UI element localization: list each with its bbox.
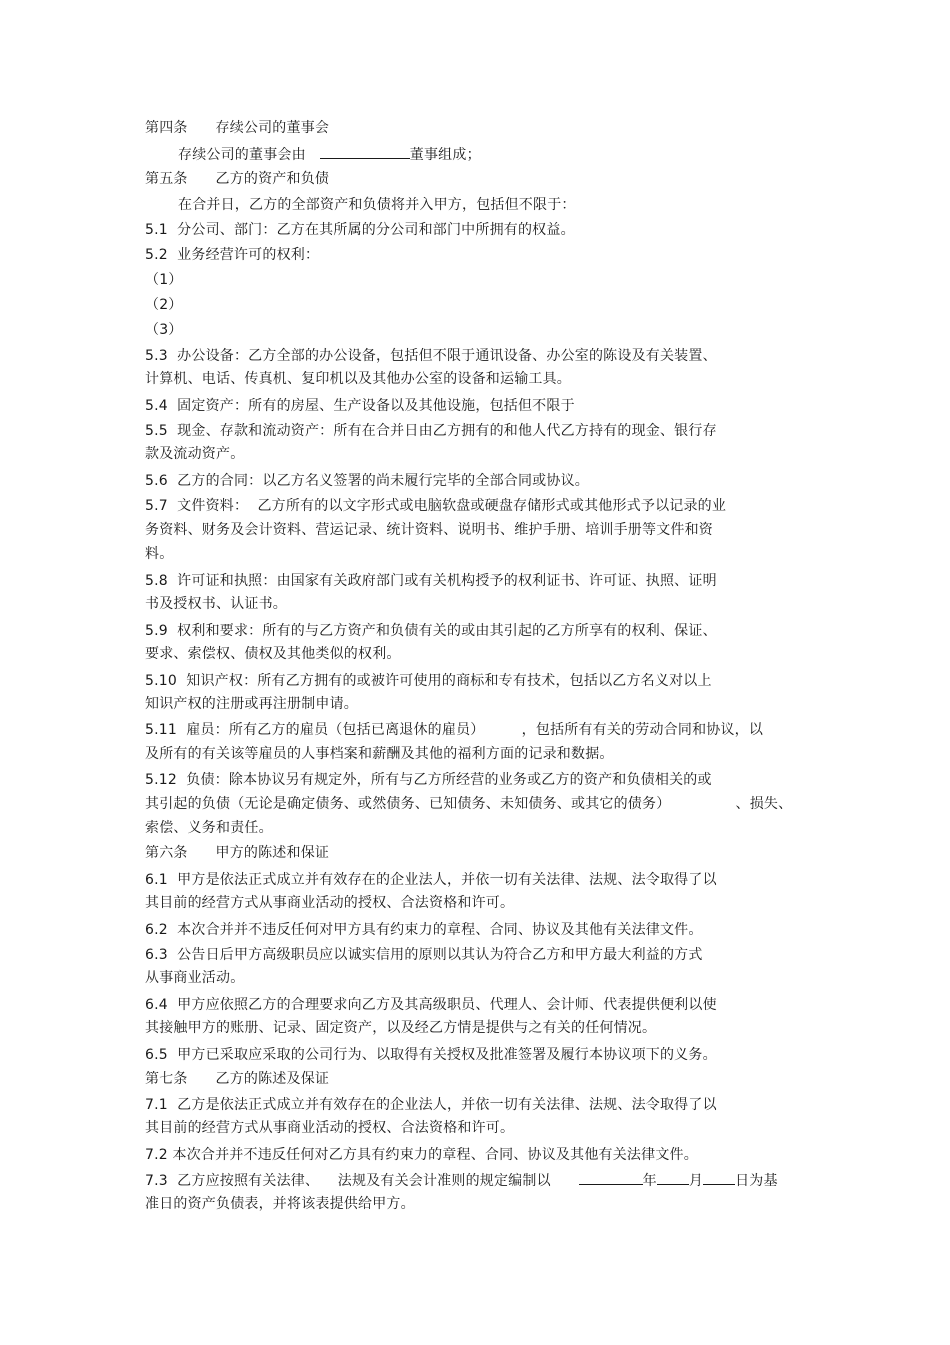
clause-5-7-line-3: 料。: [145, 546, 174, 562]
list-item-2: （2）: [145, 297, 183, 313]
clause-6-4-line-1: 6.4 甲方应依照乙方的合理要求向乙方及其高级职员、代理人、会计师、代表提供便利以使: [145, 997, 717, 1013]
list-item-3: （3）: [145, 322, 183, 338]
article-5-intro: 在合并日，乙方的全部资产和负债将并入甲方，包括但不限于：: [178, 197, 576, 213]
year-label: 年: [642, 1173, 657, 1189]
clause-6-1-line-1: 6.1 甲方是依法正式成立并有效存在的企业法人，并依一切有关法律、法规、法令取得了以: [145, 872, 717, 888]
clause-6-3-line-2: 从事商业活动。: [145, 970, 245, 986]
clause-5-2: 5.2 业务经营许可的权利：: [145, 247, 320, 263]
clause-5-12-line-1: 5.12 负债：除本协议另有规定外，所有与乙方所经营的业务或乙方的资产和负债相关的或: [145, 772, 712, 788]
board-prefix: 存续公司的董事会由: [178, 147, 306, 163]
clause-6-5: 6.5 甲方已采取应采取的公司行为、以取得有关授权及批准签署及履行本协议项下的义务。: [145, 1047, 717, 1063]
clause-5-9-line-1: 5.9 权利和要求：所有的与乙方资产和负债有关的或由其引起的乙方所享有的权利、保证、: [145, 623, 717, 639]
clause-5-3-line-1: 5.3 办公设备：乙方全部的办公设备，包括但不限于通讯设备、办公室的陈设及有关装置、: [145, 348, 717, 364]
clause-5-12-line-3: 索偿、义务和责任。: [145, 820, 273, 836]
clause-5-10-line-1: 5.10 知识产权：所有乙方拥有的或被许可使用的商标和专有技术，包括以乙方名义对以上: [145, 673, 712, 689]
clause-5-6: 5.6 乙方的合同：以乙方名义签署的尚未履行完毕的全部合同或协议。: [145, 473, 589, 489]
clause-7-1-line-1: 7.1 乙方是依法正式成立并有效存在的企业法人，并依一切有关法律、法规、法令取得了以: [145, 1097, 717, 1113]
clause-5-10-line-2: 知识产权的注册或再注册制申请。: [145, 696, 358, 712]
clause-5-11-line-1: 5.11 雇员：所有乙方的雇员（包括已离退休的雇员） ，包括所有有关的劳动合同和协议，以: [145, 722, 764, 738]
board-count-blank: [320, 144, 410, 159]
clause-6-2: 6.2 本次合并并不违反任何对甲方具有约束力的章程、合同、协议及其他有关法律文件。: [145, 922, 703, 938]
clause-6-3-line-1: 6.3 公告日后甲方高级职员应以诚实信用的原则以其认为符合乙方和甲方最大利益的方式: [145, 947, 703, 963]
year-blank: [579, 1170, 643, 1185]
month-label: 月: [688, 1173, 704, 1189]
clause-5-9-line-2: 要求、索偿权、债权及其他类似的权利。: [145, 646, 401, 662]
month-blank: [657, 1170, 689, 1185]
clause-5-4: 5.4 固定资产：所有的房屋、生产设备以及其他设施，包括但不限于: [145, 398, 575, 414]
clause-7-2: 7.2 本次合并并不违反任何对乙方具有约束力的章程、合同、协议及其他有关法律文件。: [145, 1147, 698, 1163]
clause-5-12-line-2: 其引起的负债（无论是确定债务、或然债务、已知债务、未知债务、或其它的债务） 、损失、: [145, 796, 793, 812]
list-item-1: （1）: [145, 272, 183, 288]
article-6-heading: 第六条 甲方的陈述和保证: [145, 845, 330, 861]
clause-5-8-line-1: 5.8 许可证和执照：由国家有关政府部门或有关机构授予的权利证书、许可证、执照、证明: [145, 573, 717, 589]
clause-6-4-line-2: 其接触甲方的账册、记录、固定资产，以及经乙方情是提供与之有关的任何情况。: [145, 1020, 657, 1036]
clause-7-1-line-2: 其目前的经营方式从事商业活动的授权、合法资格和许可。: [145, 1120, 515, 1136]
clause-5-8-line-2: 书及授权书、认证书。: [145, 596, 287, 612]
article-7-heading: 第七条 乙方的陈述及保证: [145, 1071, 330, 1087]
clause-5-7-line-1: 5.7 文件资料： 乙方所有的以文字形式或电脑软盘或硬盘存储形式或其他形式予以记录的业: [145, 498, 727, 514]
board-suffix: 董事组成；: [409, 147, 481, 163]
article-4-heading: 第四条 存续公司的董事会: [145, 120, 330, 136]
clause-6-1-line-2: 其目前的经营方式从事商业活动的授权、合法资格和许可。: [145, 895, 515, 911]
day-label: 日为基: [735, 1173, 778, 1189]
clause-5-3-line-2: 计算机、电话、传真机、复印机以及其他办公室的设备和运输工具。: [145, 371, 571, 387]
clause-7-3-line-2: 准日的资产负债表，并将该表提供给甲方。: [145, 1196, 415, 1212]
day-blank: [703, 1170, 735, 1185]
clause-5-5-line-2: 款及流动资产。: [145, 446, 245, 462]
board-composition-line: [178, 144, 481, 165]
article-5-heading: 第五条 乙方的资产和负债: [145, 171, 330, 187]
clause-5-7-line-2: 务资料、财务及会计资料、营运记录、统计资料、说明书、维护手册、培训手册等文件和资: [145, 522, 713, 538]
clause-5-11-line-2: 及所有的有关该等雇员的人事档案和薪酬及其他的福利方面的记录和数据。: [145, 746, 614, 762]
clause-7-3-line-1: [145, 1170, 778, 1191]
clause-5-5-line-1: 5.5 现金、存款和流动资产：所有在合并日由乙方拥有的和他人代乙方持有的现金、银行存: [145, 423, 717, 439]
clause-5-1: 5.1 分公司、部门：乙方在其所属的分公司和部门中所拥有的权益。: [145, 222, 575, 238]
clause-7-3-prefix: 7.3 乙方应按照有关法律、 法规及有关会计准则的规定编制以: [145, 1173, 551, 1189]
